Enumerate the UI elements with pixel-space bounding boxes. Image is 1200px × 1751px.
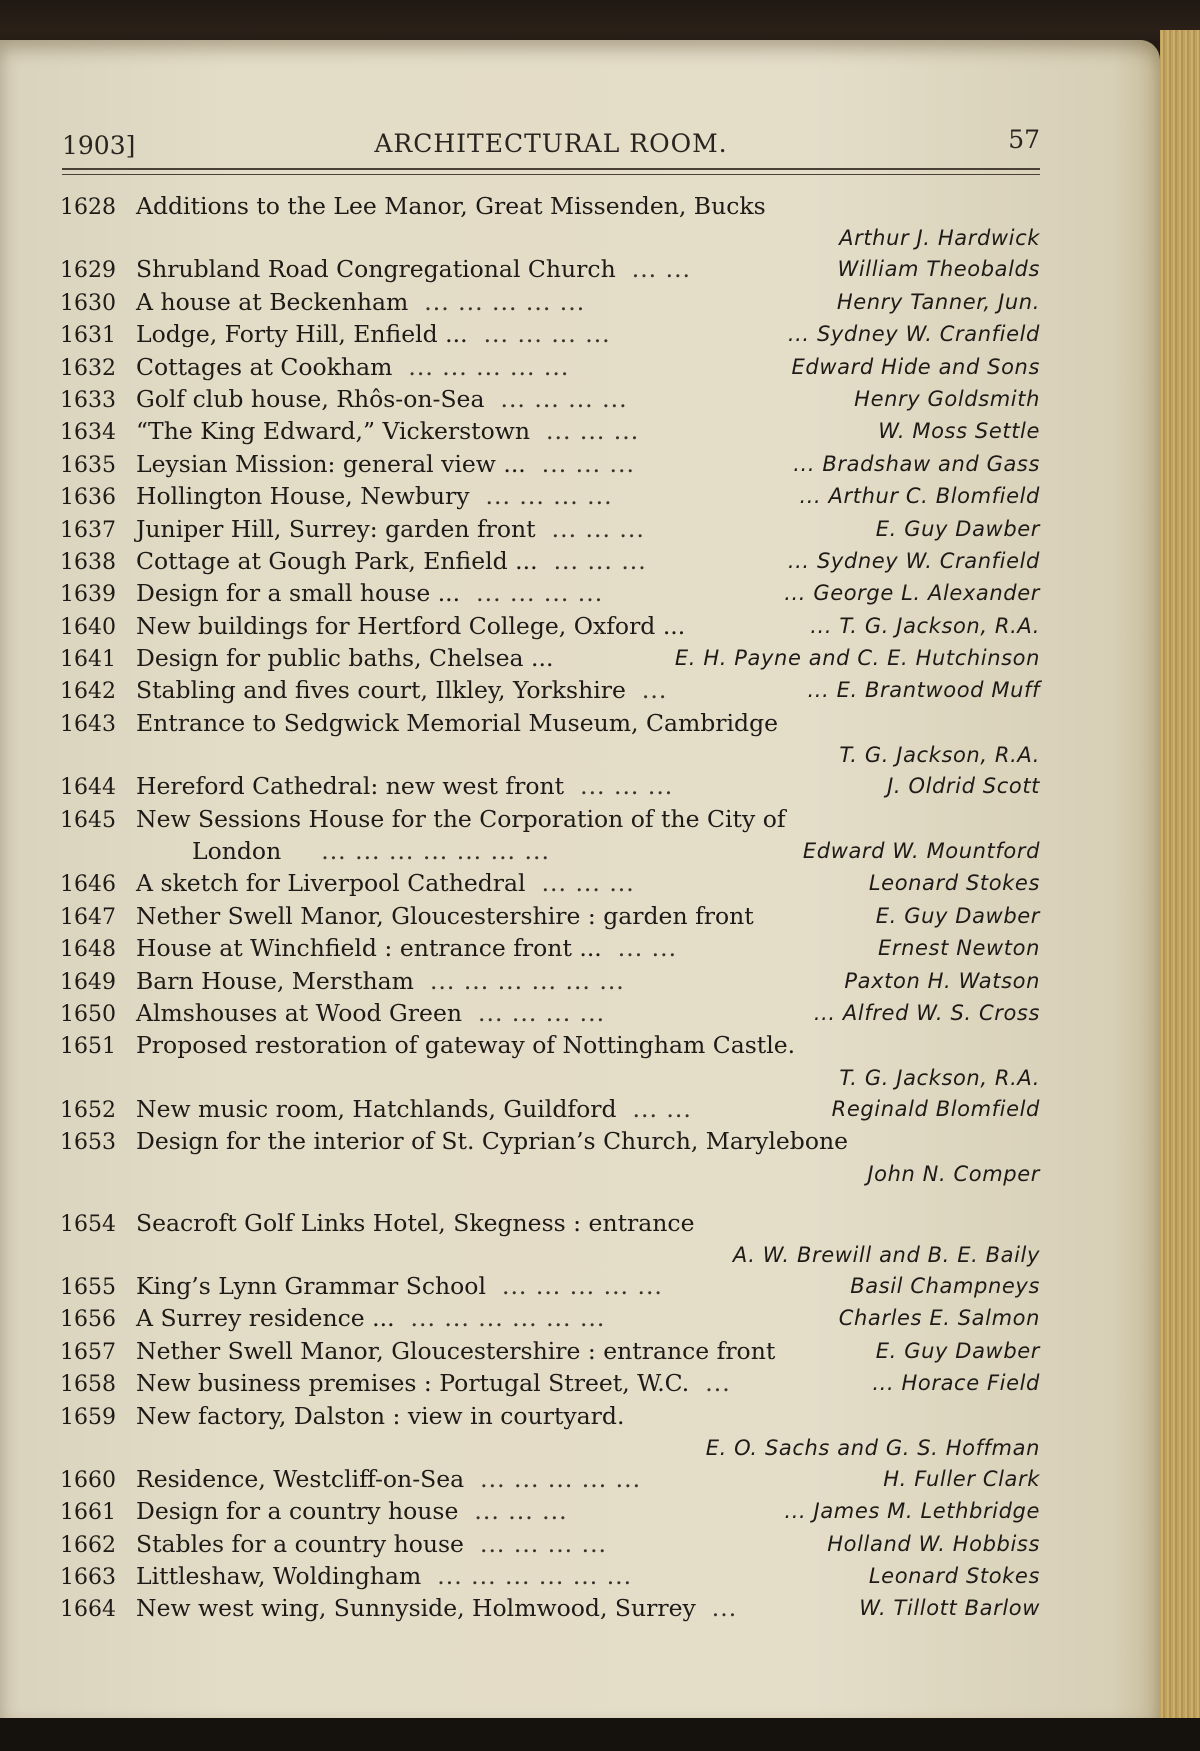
entry-title: Seacroft Golf Links Hotel, Skegness : entrance	[136, 1208, 695, 1237]
leader-dots: ... ... ... ...	[500, 384, 628, 413]
entry-title: Residence, Westcliff-on-Sea	[136, 1464, 465, 1493]
catalogue-entry	[60, 642, 1040, 674]
catalogue-number: 1642	[60, 679, 116, 705]
catalogue-number: 1650	[60, 1001, 116, 1027]
catalogue-entry	[60, 1592, 1040, 1624]
entry-author: William Theobalds	[837, 257, 1040, 282]
catalogue-number: 1641	[60, 647, 116, 673]
leader-dots: ... ... ... ...	[478, 998, 606, 1027]
entry-title: A sketch for Liverpool Cathedral	[136, 869, 526, 898]
entry-author: Charles E. Salmon	[838, 1306, 1040, 1331]
entry-title: Cottages at Cookham	[136, 352, 393, 381]
catalogue-number: 1655	[60, 1274, 116, 1300]
catalogue-entry	[60, 770, 1040, 802]
entry-author: W. Moss Settle	[878, 419, 1040, 444]
catalogue-number: 1652	[60, 1097, 116, 1123]
catalogue-number: 1639	[60, 582, 116, 608]
catalogue-number: 1659	[60, 1404, 116, 1430]
catalogue-number: 1643	[60, 711, 116, 737]
catalogue-entry	[60, 997, 1040, 1029]
entry-author: E. Guy Dawber	[875, 516, 1040, 541]
entry-continuation	[60, 1239, 1040, 1270]
catalogue-entry	[60, 513, 1040, 545]
entry-title: New buildings for Hertford College, Oxford ...	[136, 611, 686, 640]
catalogue-entry	[60, 318, 1040, 350]
catalogue-entry	[60, 900, 1040, 932]
leader-dots: ... ...	[617, 934, 678, 963]
catalogue-entry	[60, 1463, 1040, 1495]
entry-author: ... Horace Field	[872, 1371, 1040, 1396]
entry-author: Arthur J. Hardwick	[839, 226, 1040, 251]
catalogue-entry	[60, 707, 1040, 739]
catalogue-entry	[60, 351, 1040, 383]
leader-dots: ... ...	[631, 255, 692, 284]
catalogue-number: 1660	[60, 1467, 116, 1493]
entry-title: Barn House, Merstham	[136, 966, 414, 995]
leader-dots: ... ... ... ... ... ...	[429, 966, 625, 995]
entry-title: Nether Swell Manor, Gloucestershire : garden front	[136, 901, 754, 930]
entry-author: Edward Hide and Sons	[791, 354, 1040, 379]
leader-dots: ...	[711, 1594, 738, 1623]
leader-dots: ... ... ...	[580, 772, 674, 801]
catalogue-number: 1644	[60, 775, 116, 801]
leader-dots: ... ... ... ...	[483, 320, 611, 349]
entry-spacer	[60, 1189, 1040, 1207]
leader-dots: ... ... ... ... ... ...	[437, 1562, 633, 1591]
entry-author: J. Oldrid Scott	[887, 774, 1040, 799]
entry-author: ... Alfred W. S. Cross	[813, 1000, 1040, 1025]
entry-title: Juniper Hill, Surrey: garden front	[136, 514, 536, 543]
header-title: ARCHITECTURAL ROOM.	[374, 129, 728, 158]
catalogue-entry	[60, 1400, 1040, 1432]
entry-title: “The King Edward,” Vickerstown	[136, 417, 530, 446]
catalogue-number: 1648	[60, 937, 116, 963]
leader-dots: ... ... ...	[551, 514, 645, 543]
leader-dots: ...	[641, 676, 668, 705]
catalogue-entry	[60, 674, 1040, 706]
entry-title: New west wing, Sunnyside, Holmwood, Surrey	[136, 1594, 696, 1623]
catalogue-number: 1638	[60, 549, 116, 575]
catalogue-entry	[60, 932, 1040, 964]
header-year: 1903]	[62, 131, 136, 160]
entry-author: ... Bradshaw and Gass	[793, 451, 1040, 476]
entry-title: Littleshaw, Woldingham	[136, 1562, 422, 1591]
catalogue-entry	[60, 803, 1040, 835]
entry-continuation	[60, 1432, 1040, 1463]
entry-author: ... George L. Alexander	[784, 581, 1040, 606]
entry-author: ... Sydney W. Cranfield	[787, 548, 1040, 573]
leader-dots: ... ... ...	[553, 546, 647, 575]
entry-title: Design for public baths, Chelsea ...	[136, 644, 554, 673]
catalogue-number: 1662	[60, 1532, 116, 1558]
entry-title: Shrubland Road Congregational Church	[136, 255, 616, 284]
page-number: 57	[1008, 125, 1040, 154]
entry-author: ... T. G. Jackson, R.A.	[810, 613, 1040, 638]
catalogue-number: 1664	[60, 1597, 116, 1623]
leader-dots: ... ... ... ... ...	[501, 1271, 663, 1300]
catalogue-entry	[60, 1029, 1040, 1061]
entry-title: A house at Beckenham	[136, 287, 409, 316]
bottom-margin	[0, 1718, 1200, 1751]
catalogue-number: 1647	[60, 904, 116, 930]
entry-author: Edward W. Mountford	[802, 839, 1040, 864]
entry-author: E. Guy Dawber	[875, 1338, 1040, 1363]
entry-title: Entrance to Sedgwick Memorial Museum, Cambridge	[136, 708, 779, 737]
catalogue-entry	[60, 1270, 1040, 1302]
entry-author: W. Tillott Barlow	[859, 1596, 1040, 1621]
entry-author: Henry Tanner, Jun.	[836, 289, 1040, 314]
entry-title: Leysian Mission: general view ...	[136, 449, 526, 478]
entry-author: Paxton H. Watson	[844, 968, 1040, 993]
catalogue-number: 1646	[60, 872, 116, 898]
entry-author: Reginald Blomfield	[831, 1096, 1040, 1121]
catalogue-number: 1636	[60, 485, 116, 511]
entry-title: New Sessions House for the Corporation of the City of	[136, 804, 786, 833]
entry-author: A. W. Brewill and B. E. Baily	[732, 1242, 1040, 1267]
leader-dots: ... ... ... ... ...	[424, 287, 586, 316]
entry-title: New factory, Dalston : view in courtyard.	[136, 1401, 625, 1430]
catalogue-number: 1656	[60, 1307, 116, 1333]
entry-author: ... Arthur C. Blomfield	[799, 484, 1040, 509]
leader-dots: ... ... ...	[541, 869, 635, 898]
entry-author: E. Guy Dawber	[875, 903, 1040, 928]
catalogue-number: 1649	[60, 969, 116, 995]
catalogue-entry	[60, 253, 1040, 285]
catalogue-number: 1658	[60, 1372, 116, 1398]
entry-author: ... Sydney W. Cranfield	[787, 322, 1040, 347]
leader-dots: ... ... ... ... ...	[480, 1464, 642, 1493]
entry-title: Design for the interior of St. Cyprian’s Church, Marylebone	[136, 1127, 849, 1156]
entry-title: Design for a small house ...	[136, 579, 461, 608]
catalogue-entry	[60, 1495, 1040, 1527]
header-rule-thin	[62, 174, 1040, 175]
catalogue-entry	[60, 1528, 1040, 1560]
entry-title: King’s Lynn Grammar School	[136, 1271, 486, 1300]
catalogue-entry	[60, 867, 1040, 899]
catalogue-number: 1629	[60, 258, 116, 284]
catalogue-number: 1632	[60, 355, 116, 381]
entry-title: Design for a country house	[136, 1497, 459, 1526]
entry-author: Leonard Stokes	[868, 1564, 1040, 1589]
catalogue-entry	[60, 1302, 1040, 1334]
entry-continuation	[60, 222, 1040, 253]
running-header	[62, 125, 1040, 165]
entry-title: Proposed restoration of gateway of Nottingham Castle.	[136, 1031, 796, 1060]
entry-continuation	[60, 739, 1040, 770]
entry-title: New music room, Hatchlands, Guildford	[136, 1094, 617, 1123]
leader-dots: ... ... ... ... ...	[408, 352, 570, 381]
entry-author: H. Fuller Clark	[883, 1466, 1040, 1491]
leader-dots: ... ... ...	[546, 417, 640, 446]
leader-dots: ... ... ... ... ... ...	[410, 1304, 606, 1333]
entry-author: Basil Champneys	[850, 1273, 1040, 1298]
entry-title: Lodge, Forty Hill, Enfield ...	[136, 320, 468, 349]
entry-author: E. O. Sachs and G. S. Hoffman	[705, 1435, 1040, 1460]
leader-dots: ... ... ...	[541, 449, 635, 478]
leader-dots: ... ... ... ... ... ... ...	[321, 837, 550, 866]
leader-dots: ... ... ... ...	[479, 1529, 608, 1558]
page-edges	[1160, 30, 1200, 1720]
entry-continuation	[60, 835, 1040, 867]
catalogue-entry	[60, 190, 1040, 222]
entry-title: New business premises : Portugal Street, W.C.	[136, 1369, 690, 1398]
catalogue-number: 1628	[60, 195, 116, 220]
catalogue-list	[60, 190, 1040, 1625]
catalogue-entry	[60, 286, 1040, 318]
entry-title: Almshouses at Wood Green	[136, 998, 462, 1027]
catalogue-entry	[60, 577, 1040, 609]
leader-dots: ...	[705, 1369, 731, 1398]
entry-title: A Surrey residence ...	[136, 1304, 395, 1333]
catalogue-entry	[60, 1207, 1040, 1239]
entry-author: T. G. Jackson, R.A.	[839, 743, 1040, 768]
entry-title: House at Winchfield : entrance front ...	[136, 934, 602, 963]
entry-continuation	[60, 1062, 1040, 1093]
entry-title: Cottage at Gough Park, Enfield ...	[136, 546, 538, 575]
entry-title: Golf club house, Rhôs-on-Sea	[136, 384, 485, 413]
catalogue-entry	[60, 610, 1040, 642]
entry-author: ... E. Brantwood Muff	[807, 678, 1040, 703]
catalogue-entry	[60, 1125, 1040, 1157]
catalogue-entry	[60, 965, 1040, 997]
entry-author: E. H. Payne and C. E. Hutchinson	[674, 646, 1040, 671]
entry-title: Stabling and fives court, Ilkley, Yorkshire	[136, 676, 626, 705]
entry-title: Hollington House, Newbury	[136, 482, 470, 511]
entry-title-cont: London	[192, 837, 282, 866]
entry-author: ... James M. Lethbridge	[784, 1499, 1040, 1524]
catalogue-number: 1630	[60, 290, 116, 316]
entry-title: Additions to the Lee Manor, Great Missenden, Bucks	[136, 192, 766, 220]
catalogue-entry	[60, 415, 1040, 447]
catalogue-entry	[60, 480, 1040, 512]
catalogue-number: 1633	[60, 387, 116, 413]
catalogue-entry	[60, 448, 1040, 480]
catalogue-entry	[60, 1560, 1040, 1592]
catalogue-number: 1634	[60, 420, 116, 446]
catalogue-entry	[60, 545, 1040, 577]
leader-dots: ... ... ...	[474, 1497, 568, 1526]
catalogue-number: 1661	[60, 1500, 116, 1526]
entry-title: Nether Swell Manor, Gloucestershire : entrance front	[136, 1336, 776, 1365]
entry-title: Hereford Cathedral: new west front	[136, 772, 565, 801]
entry-title: Stables for a country house	[136, 1529, 464, 1558]
catalogue-entry	[60, 1367, 1040, 1399]
leader-dots: ... ... ... ...	[476, 579, 604, 608]
entry-author: Leonard Stokes	[868, 871, 1040, 896]
catalogue-number: 1635	[60, 452, 116, 478]
catalogue-number: 1631	[60, 323, 116, 349]
catalogue-number: 1645	[60, 807, 116, 833]
catalogue-entry	[60, 1335, 1040, 1367]
entry-author: John N. Comper	[867, 1161, 1040, 1186]
catalogue-number: 1653	[60, 1130, 116, 1156]
header-rule	[62, 168, 1040, 170]
entry-author: Holland W. Hobbiss	[827, 1531, 1040, 1556]
catalogue-number: 1657	[60, 1339, 116, 1365]
entry-continuation	[60, 1158, 1040, 1189]
leader-dots: ... ...	[632, 1094, 692, 1123]
catalogue-entry	[60, 1093, 1040, 1125]
catalogue-number: 1640	[60, 614, 116, 640]
entry-author: Ernest Newton	[878, 936, 1040, 961]
catalogue-number: 1651	[60, 1034, 116, 1060]
entry-author: Henry Goldsmith	[854, 386, 1040, 411]
catalogue-entry	[60, 383, 1040, 415]
catalogue-number: 1663	[60, 1565, 116, 1591]
entry-author: T. G. Jackson, R.A.	[839, 1065, 1040, 1090]
catalogue-number: 1637	[60, 517, 116, 543]
catalogue-number: 1654	[60, 1211, 116, 1237]
leader-dots: ... ... ... ...	[485, 482, 613, 511]
